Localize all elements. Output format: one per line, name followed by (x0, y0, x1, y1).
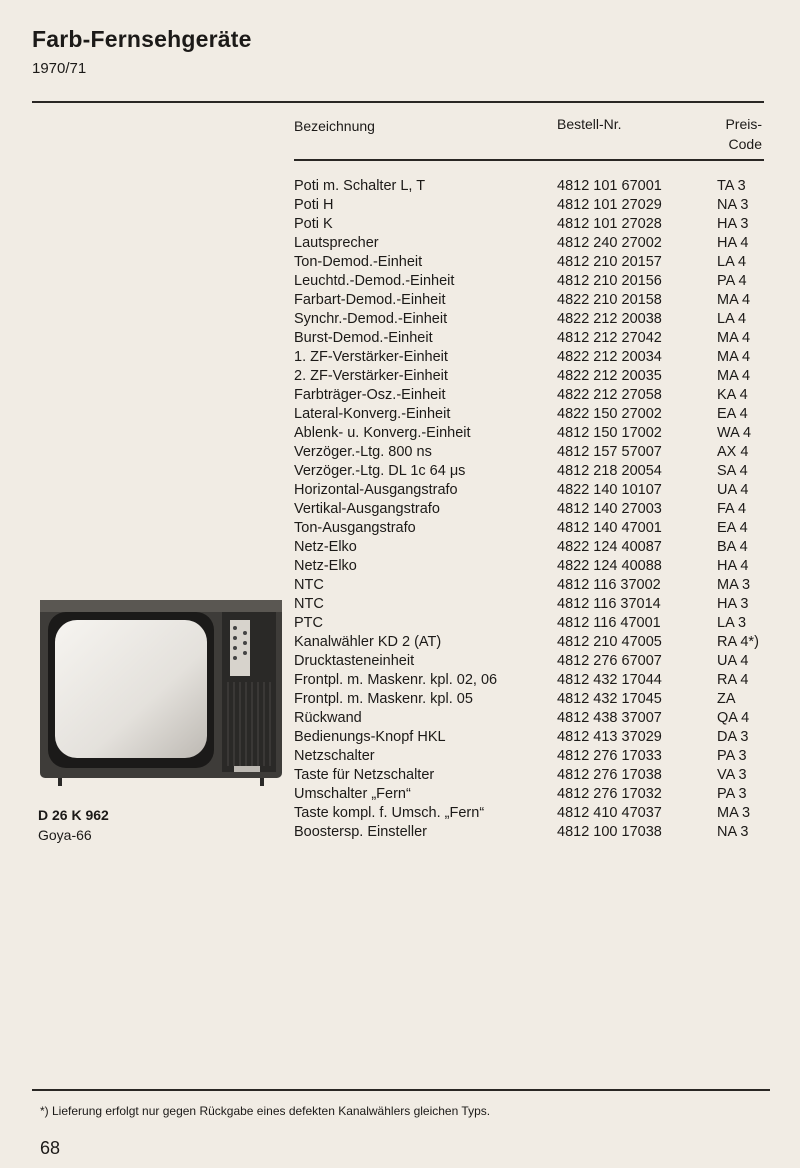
price-code: SA 4 (717, 463, 748, 479)
part-name: NTC (294, 577, 324, 593)
price-code: UA 4 (717, 482, 749, 498)
part-name: Kanalwähler KD 2 (AT) (294, 634, 442, 650)
order-number: 4822 150 27002 (557, 406, 662, 422)
order-number: 4812 116 37014 (557, 596, 661, 612)
order-number: 4812 212 27042 (557, 330, 662, 346)
part-name: Rückwand (294, 710, 362, 726)
price-code: ZA (717, 691, 736, 707)
price-code: NA 3 (717, 824, 749, 840)
part-name: Horizontal-Ausgangstrafo (294, 482, 458, 498)
order-number: 4812 100 17038 (557, 824, 662, 840)
order-number: 4812 140 47001 (557, 520, 662, 536)
price-code: VA 3 (717, 767, 747, 783)
table-row (294, 671, 774, 690)
table-row (294, 728, 774, 747)
order-number: 4822 210 20158 (557, 292, 662, 308)
part-name: Frontpl. m. Maskenr. kpl. 05 (294, 691, 473, 707)
table-row (294, 177, 774, 196)
table-row (294, 310, 774, 329)
part-name: Ton-Demod.-Einheit (294, 254, 423, 270)
order-number: 4812 101 27028 (557, 216, 662, 232)
order-number: 4812 116 37002 (557, 577, 661, 593)
price-code: MA 3 (717, 805, 751, 821)
order-number: 4812 276 67007 (557, 653, 662, 669)
price-code: WA 4 (717, 425, 752, 441)
column-header-preis-code (725, 114, 762, 154)
part-name: Bedienungs-Knopf HKL (294, 729, 446, 745)
tv-set-photo (38, 598, 284, 788)
part-name: Poti K (294, 216, 333, 232)
price-code: MA 4 (717, 292, 751, 308)
price-code: LA 4 (717, 311, 747, 327)
table-row (294, 386, 774, 405)
part-name: 2. ZF-Verstärker-Einheit (294, 368, 448, 384)
part-name: Taste kompl. f. Umsch. „Fern“ (294, 805, 485, 821)
order-number: 4822 212 27058 (557, 387, 662, 403)
part-name: Frontpl. m. Maskenr. kpl. 02, 06 (294, 672, 498, 688)
table-row (294, 253, 774, 272)
part-name: Leuchtd.-Demod.-Einheit (294, 273, 455, 289)
part-name: Farbart-Demod.-Einheit (294, 292, 446, 308)
order-number: 4822 124 40087 (557, 539, 662, 555)
part-name: Drucktasteneinheit (294, 653, 415, 669)
part-name: Boostersp. Einsteller (294, 824, 427, 840)
price-code: PA 3 (717, 786, 747, 802)
price-code: MA 4 (717, 330, 751, 346)
part-name: Taste für Netzschalter (294, 767, 435, 783)
price-code: RA 4 (717, 672, 749, 688)
price-code: LA 3 (717, 615, 747, 631)
part-name: Ton-Ausgangstrafo (294, 520, 416, 536)
part-name: Poti m. Schalter L, T (294, 178, 426, 194)
price-code: RA 4*) (717, 634, 759, 650)
table-row (294, 348, 774, 367)
price-code: HA 4 (717, 235, 749, 251)
column-header-preis-line: Preis- (725, 116, 762, 132)
header-rule (294, 159, 764, 161)
price-code: UA 4 (717, 653, 749, 669)
order-number: 4812 276 17033 (557, 748, 662, 764)
part-name: Burst-Demod.-Einheit (294, 330, 433, 346)
part-name: Verzöger.-Ltg. DL 1c 64 μs (294, 463, 466, 479)
order-number: 4812 413 37029 (557, 729, 662, 745)
price-code: EA 4 (717, 520, 748, 536)
price-code: EA 4 (717, 406, 748, 422)
top-rule (32, 101, 764, 103)
table-row (294, 747, 774, 766)
order-number: 4812 240 27002 (557, 235, 662, 251)
part-name: Vertikal-Ausgangstrafo (294, 501, 440, 517)
column-header-code-line: Code (728, 136, 762, 152)
part-name: Netzschalter (294, 748, 375, 764)
part-name: Lateral-Konverg.-Einheit (294, 406, 451, 422)
part-name: Farbträger-Osz.-Einheit (294, 387, 446, 403)
price-code: TA 3 (717, 178, 746, 194)
table-row (294, 823, 774, 842)
price-code: QA 4 (717, 710, 750, 726)
order-number: 4812 210 20157 (557, 254, 662, 270)
order-number: 4822 140 10107 (557, 482, 662, 498)
footer-rule (32, 1089, 770, 1091)
footnote: *) Lieferung erfolgt nur gegen Rückgabe eines defekten Kanalwählers gleichen Typs. (40, 1104, 491, 1118)
order-number: 4812 432 17045 (557, 691, 662, 707)
part-name: Umschalter „Fern“ (294, 786, 411, 802)
table-row (294, 424, 774, 443)
table-row (294, 367, 774, 386)
column-header-bestell-nr: Bestell-Nr. (557, 116, 622, 132)
order-number: 4822 212 20034 (557, 349, 662, 365)
column-header-bezeichnung: Bezeichnung (294, 118, 375, 134)
table-row (294, 690, 774, 709)
table-row (294, 519, 774, 538)
price-code: AX 4 (717, 444, 749, 460)
price-code: DA 3 (717, 729, 749, 745)
price-code: PA 4 (717, 273, 747, 289)
price-code: MA 4 (717, 368, 751, 384)
price-code: HA 4 (717, 558, 749, 574)
page-number: 68 (40, 1138, 61, 1158)
table-row (294, 215, 774, 234)
table-row (294, 272, 774, 291)
part-name: Synchr.-Demod.-Einheit (294, 311, 448, 327)
order-number: 4812 210 47005 (557, 634, 662, 650)
table-row (294, 462, 774, 481)
table-row (294, 652, 774, 671)
order-number: 4812 116 47001 (557, 615, 661, 631)
table-row (294, 785, 774, 804)
price-code: HA 3 (717, 216, 749, 232)
table-row (294, 557, 774, 576)
order-number: 4812 157 57007 (557, 444, 662, 460)
table-row (294, 576, 774, 595)
table-row (294, 709, 774, 728)
part-name: NTC (294, 596, 324, 612)
table-row (294, 443, 774, 462)
table-row (294, 500, 774, 519)
part-name: Poti H (294, 197, 334, 213)
order-number: 4812 218 20054 (557, 463, 662, 479)
order-number: 4822 212 20038 (557, 311, 662, 327)
order-number: 4812 438 37007 (557, 710, 662, 726)
table-row (294, 196, 774, 215)
order-number: 4822 124 40088 (557, 558, 662, 574)
page-subtitle: 1970/71 (32, 60, 87, 77)
part-name: Netz-Elko (294, 539, 357, 555)
price-code: PA 3 (717, 748, 747, 764)
price-code: MA 3 (717, 577, 751, 593)
table-row (294, 614, 774, 633)
order-number: 4812 101 27029 (557, 197, 662, 213)
table-row (294, 291, 774, 310)
part-name: Netz-Elko (294, 558, 357, 574)
order-number: 4812 101 67001 (557, 178, 662, 194)
price-code: FA 4 (717, 501, 747, 517)
price-code: HA 3 (717, 596, 749, 612)
order-number: 4812 276 17038 (557, 767, 662, 783)
order-number: 4812 432 17044 (557, 672, 662, 688)
table-row (294, 804, 774, 823)
part-name: Lautsprecher (294, 235, 379, 251)
table-row (294, 405, 774, 424)
price-code: MA 4 (717, 349, 751, 365)
table-row (294, 538, 774, 557)
parts-table (294, 177, 774, 842)
table-row (294, 766, 774, 785)
model-number: D 26 K 962 (38, 807, 109, 823)
order-number: 4812 150 17002 (557, 425, 662, 441)
page-title: Farb-Fernsehgeräte (32, 26, 252, 52)
table-row (294, 329, 774, 348)
part-name: Ablenk- u. Konverg.-Einheit (294, 425, 471, 441)
price-code: KA 4 (717, 387, 748, 403)
table-row (294, 595, 774, 614)
model-name: Goya-66 (38, 827, 92, 843)
price-code: BA 4 (717, 539, 748, 555)
table-row (294, 234, 774, 253)
order-number: 4812 276 17032 (557, 786, 662, 802)
table-row (294, 481, 774, 500)
order-number: 4812 210 20156 (557, 273, 662, 289)
part-name: Verzöger.-Ltg. 800 ns (294, 444, 432, 460)
part-name: 1. ZF-Verstärker-Einheit (294, 349, 448, 365)
part-name: PTC (294, 615, 323, 631)
table-row (294, 633, 774, 652)
order-number: 4822 212 20035 (557, 368, 662, 384)
order-number: 4812 140 27003 (557, 501, 662, 517)
price-code: LA 4 (717, 254, 747, 270)
price-code: NA 3 (717, 197, 749, 213)
order-number: 4812 410 47037 (557, 805, 662, 821)
